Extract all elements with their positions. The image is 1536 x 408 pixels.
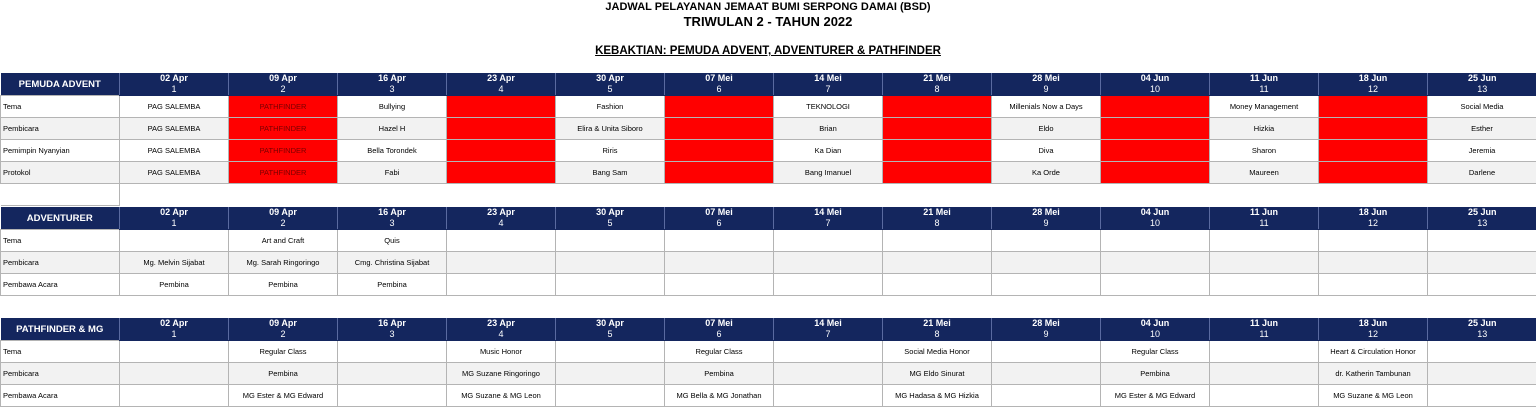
schedule-cell[interactable] (556, 363, 665, 385)
date-header: 25 Jun (1428, 207, 1536, 218)
schedule-table-3 (0, 318, 1536, 407)
schedule-cell[interactable]: Regular Class (229, 341, 338, 363)
schedule-cell[interactable]: Ka Dian (774, 140, 883, 162)
schedule-cell[interactable] (883, 252, 992, 274)
date-header: 18 Jun (1319, 318, 1428, 329)
date-header: 04 Jun (1101, 318, 1210, 329)
date-header: 09 Apr (229, 318, 338, 329)
spacer-cell (1, 184, 120, 206)
schedule-cell[interactable]: Fashion (556, 96, 665, 118)
week-number: 12 (1319, 329, 1428, 341)
schedule-cell[interactable] (120, 341, 229, 363)
schedule-cell[interactable] (556, 230, 665, 252)
schedule-cell[interactable]: Bullying (338, 96, 447, 118)
row-label: Pembawa Acara (1, 274, 120, 296)
schedule-cell[interactable] (1319, 118, 1428, 140)
row-label: Pembicara (1, 363, 120, 385)
schedule-cell[interactable] (883, 274, 992, 296)
schedule-cell[interactable] (883, 162, 992, 184)
schedule-cell[interactable] (1319, 252, 1428, 274)
date-header: 18 Jun (1319, 73, 1428, 84)
week-number: 11 (1210, 84, 1319, 96)
date-header: 18 Jun (1319, 207, 1428, 218)
schedule-cell[interactable] (1210, 341, 1319, 363)
schedule-cell[interactable]: PATHFINDER (229, 118, 338, 140)
week-number: 5 (556, 84, 665, 96)
schedule-cell[interactable]: Heart & Circulation Honor (1319, 341, 1428, 363)
schedule-cell[interactable] (1319, 96, 1428, 118)
schedule-cell[interactable]: Bang Imanuel (774, 162, 883, 184)
date-header: 11 Jun (1210, 318, 1319, 329)
schedule-cell[interactable]: Pembina (229, 363, 338, 385)
schedule-cell[interactable]: MG Suzane Ringoringo (447, 363, 556, 385)
schedule-cell[interactable] (1428, 230, 1536, 252)
week-number: 6 (665, 329, 774, 341)
date-header: 28 Mei (992, 207, 1101, 218)
schedule-cell[interactable] (447, 118, 556, 140)
week-number: 10 (1101, 329, 1210, 341)
week-number: 2 (229, 218, 338, 230)
schedule-cell[interactable] (1319, 230, 1428, 252)
date-header: 16 Apr (338, 73, 447, 84)
schedule-cell[interactable] (1319, 162, 1428, 184)
schedule-cell[interactable] (1210, 230, 1319, 252)
table-row (1, 140, 1536, 162)
schedule-cell[interactable] (1428, 252, 1536, 274)
schedule-table-1 (0, 73, 1536, 206)
week-number: 5 (556, 218, 665, 230)
date-header: 23 Apr (447, 73, 556, 84)
schedule-cell[interactable]: Mg. Melvin Sijabat (120, 252, 229, 274)
schedule-cell[interactable]: Money Management (1210, 96, 1319, 118)
row-label: Protokol (1, 162, 120, 184)
row-label: Pembicara (1, 118, 120, 140)
date-header: 30 Apr (556, 318, 665, 329)
schedule-cell[interactable]: Ka Orde (992, 162, 1101, 184)
date-header: 30 Apr (556, 207, 665, 218)
schedule-cell[interactable] (1319, 140, 1428, 162)
date-header: 07 Mei (665, 73, 774, 84)
week-number: 10 (1101, 218, 1210, 230)
date-header: 04 Jun (1101, 207, 1210, 218)
schedule-cell[interactable] (120, 385, 229, 407)
schedule-cell[interactable]: Darlene (1428, 162, 1536, 184)
date-header: 25 Jun (1428, 318, 1536, 329)
week-number: 11 (1210, 218, 1319, 230)
schedule-cell[interactable] (120, 363, 229, 385)
week-number: 4 (447, 84, 556, 96)
schedule-cell[interactable] (120, 230, 229, 252)
week-number: 13 (1428, 218, 1536, 230)
table-row (1, 118, 1536, 140)
date-header: 21 Mei (883, 73, 992, 84)
week-number: 4 (447, 329, 556, 341)
schedule-cell[interactable]: MG Ester & MG Edward (229, 385, 338, 407)
schedule-cell[interactable]: PAG SALEMBA (120, 96, 229, 118)
date-header: 16 Apr (338, 207, 447, 218)
schedule-cell[interactable]: Hizkia (1210, 118, 1319, 140)
week-number: 13 (1428, 329, 1536, 341)
week-number: 3 (338, 84, 447, 96)
schedule-cell[interactable]: Pembina (665, 363, 774, 385)
schedule-cell[interactable]: MG Hadasa & MG Hizkia (883, 385, 992, 407)
schedule-cell[interactable] (447, 96, 556, 118)
date-header: 21 Mei (883, 207, 992, 218)
schedule-cell[interactable]: Pembina (120, 274, 229, 296)
document-period: TRIWULAN 2 - TAHUN 2022 (683, 14, 853, 29)
schedule-cell[interactable] (665, 118, 774, 140)
schedule-cell[interactable] (1101, 96, 1210, 118)
schedule-cell[interactable] (1210, 363, 1319, 385)
schedule-cell[interactable]: Pembina (229, 274, 338, 296)
schedule-cell[interactable] (1210, 385, 1319, 407)
week-number: 2 (229, 329, 338, 341)
schedule-cell[interactable] (1319, 274, 1428, 296)
date-header: 28 Mei (992, 318, 1101, 329)
schedule-cell[interactable]: Cmg. Christina Sijabat (338, 252, 447, 274)
schedule-cell[interactable]: PATHFINDER (229, 140, 338, 162)
date-header: 02 Apr (120, 318, 229, 329)
week-number-row (1, 329, 1536, 341)
schedule-cell[interactable]: MG Eldo Sinurat (883, 363, 992, 385)
date-header: 14 Mei (774, 73, 883, 84)
schedule-cell[interactable] (883, 118, 992, 140)
table-row (1, 363, 1536, 385)
schedule-cell[interactable] (774, 274, 883, 296)
schedule-cell[interactable]: Mg. Sarah Ringoringo (229, 252, 338, 274)
schedule-cell[interactable] (1101, 252, 1210, 274)
row-label: Pemimpin Nyanyian (1, 140, 120, 162)
schedule-cell[interactable]: Hazel H (338, 118, 447, 140)
schedule-cell[interactable]: Bella Torondek (338, 140, 447, 162)
week-number: 8 (883, 329, 992, 341)
schedule-cell[interactable] (447, 140, 556, 162)
date-header: 02 Apr (120, 207, 229, 218)
schedule-cell[interactable]: PAG SALEMBA (120, 162, 229, 184)
date-header: 25 Jun (1428, 73, 1536, 84)
schedule-cell[interactable] (1101, 162, 1210, 184)
schedule-cell[interactable] (1101, 118, 1210, 140)
schedule-cell[interactable]: Social Media Honor (883, 341, 992, 363)
schedule-cell[interactable]: Bang Sam (556, 162, 665, 184)
section-title: PATHFINDER & MG (1, 318, 120, 341)
schedule-cell[interactable] (883, 96, 992, 118)
schedule-cell[interactable]: MG Bella & MG Jonathan (665, 385, 774, 407)
date-header: 07 Mei (665, 318, 774, 329)
schedule-cell[interactable]: Diva (992, 140, 1101, 162)
schedule-cell[interactable] (992, 230, 1101, 252)
week-number: 1 (120, 84, 229, 96)
date-header: 07 Mei (665, 207, 774, 218)
week-number: 1 (120, 329, 229, 341)
week-number: 3 (338, 218, 447, 230)
week-number: 3 (338, 329, 447, 341)
table-row (1, 230, 1536, 252)
schedule-cell[interactable] (1101, 140, 1210, 162)
date-header: 30 Apr (556, 73, 665, 84)
week-number: 11 (1210, 329, 1319, 341)
spacer-row (1, 184, 1536, 206)
schedule-cell[interactable] (665, 230, 774, 252)
week-number: 4 (447, 218, 556, 230)
schedule-cell[interactable]: Regular Class (1101, 341, 1210, 363)
schedule-cell[interactable]: TEKNOLOGI (774, 96, 883, 118)
week-number: 8 (883, 218, 992, 230)
row-label: Pembawa Acara (1, 385, 120, 407)
row-label: Tema (1, 341, 120, 363)
schedule-cell[interactable] (556, 274, 665, 296)
schedule-cell[interactable] (447, 274, 556, 296)
schedule-cell[interactable]: Elira & Unita Siboro (556, 118, 665, 140)
schedule-cell[interactable] (883, 140, 992, 162)
schedule-cell[interactable]: MG Ester & MG Edward (1101, 385, 1210, 407)
week-number: 13 (1428, 84, 1536, 96)
schedule-cell[interactable] (665, 274, 774, 296)
schedule-cell[interactable] (556, 252, 665, 274)
table-row (1, 162, 1536, 184)
table-row (1, 274, 1536, 296)
week-number: 6 (665, 218, 774, 230)
schedule-cell[interactable]: Brian (774, 118, 883, 140)
week-number: 9 (992, 218, 1101, 230)
schedule-cell[interactable]: MG Suzane & MG Leon (447, 385, 556, 407)
date-header: 02 Apr (120, 73, 229, 84)
schedule-cell[interactable] (447, 162, 556, 184)
table-row (1, 385, 1536, 407)
schedule-cell[interactable] (992, 341, 1101, 363)
table-row (1, 341, 1536, 363)
week-number: 10 (1101, 84, 1210, 96)
schedule-cell[interactable]: Riris (556, 140, 665, 162)
schedule-cell[interactable]: Millenials Now a Days (992, 96, 1101, 118)
schedule-cell[interactable]: Jeremia (1428, 140, 1536, 162)
schedule-cell[interactable] (774, 252, 883, 274)
schedule-cell[interactable] (992, 274, 1101, 296)
schedule-cell[interactable] (1101, 230, 1210, 252)
week-number: 5 (556, 329, 665, 341)
schedule-cell[interactable] (447, 230, 556, 252)
schedule-cell[interactable] (338, 341, 447, 363)
schedule-cell[interactable]: Social Media (1428, 96, 1536, 118)
schedule-cell[interactable] (992, 252, 1101, 274)
schedule-cell[interactable] (1428, 363, 1536, 385)
date-header: 21 Mei (883, 318, 992, 329)
date-header: 04 Jun (1101, 73, 1210, 84)
schedule-cell[interactable] (665, 140, 774, 162)
schedule-cell[interactable]: dr. Katherin Tambunan (1319, 363, 1428, 385)
date-header: 14 Mei (774, 318, 883, 329)
schedule-cell[interactable]: PATHFINDER (229, 96, 338, 118)
schedule-cell[interactable] (1210, 274, 1319, 296)
schedule-cell[interactable]: Art and Craft (229, 230, 338, 252)
table-row (1, 96, 1536, 118)
date-header: 09 Apr (229, 73, 338, 84)
date-header: 14 Mei (774, 207, 883, 218)
schedule-cell[interactable]: Eldo (992, 118, 1101, 140)
week-number: 12 (1319, 84, 1428, 96)
schedule-cell[interactable] (883, 230, 992, 252)
schedule-cell[interactable] (556, 341, 665, 363)
schedule-table-2 (0, 207, 1536, 296)
week-number: 2 (229, 84, 338, 96)
date-header: 09 Apr (229, 207, 338, 218)
row-label: Pembicara (1, 252, 120, 274)
schedule-cell[interactable] (992, 385, 1101, 407)
week-number: 8 (883, 84, 992, 96)
schedule-cell[interactable] (338, 385, 447, 407)
date-header-row (1, 207, 1536, 218)
date-header: 16 Apr (338, 318, 447, 329)
schedule-cell[interactable]: Fabi (338, 162, 447, 184)
schedule-cell[interactable] (1210, 252, 1319, 274)
schedule-cell[interactable] (447, 252, 556, 274)
table-row (1, 252, 1536, 274)
schedule-cell[interactable]: Quis (338, 230, 447, 252)
schedule-cell[interactable] (665, 162, 774, 184)
schedule-cell[interactable]: PAG SALEMBA (120, 118, 229, 140)
week-number: 7 (774, 218, 883, 230)
schedule-cell[interactable] (665, 252, 774, 274)
schedule-cell[interactable]: Pembina (1101, 363, 1210, 385)
week-number-row (1, 84, 1536, 96)
section-title: ADVENTURER (1, 207, 120, 230)
week-number: 6 (665, 84, 774, 96)
week-number: 1 (120, 218, 229, 230)
section-title: PEMUDA ADVENT (1, 73, 120, 96)
schedule-cell[interactable]: Pembina (338, 274, 447, 296)
schedule-cell[interactable]: Esther (1428, 118, 1536, 140)
week-number: 9 (992, 84, 1101, 96)
schedule-cell[interactable]: PATHFINDER (229, 162, 338, 184)
date-header: 23 Apr (447, 318, 556, 329)
date-header: 11 Jun (1210, 73, 1319, 84)
schedule-cell[interactable]: MG Suzane & MG Leon (1319, 385, 1428, 407)
schedule-cell[interactable]: Maureen (1210, 162, 1319, 184)
schedule-cell[interactable] (774, 341, 883, 363)
schedule-cell[interactable]: Regular Class (665, 341, 774, 363)
schedule-cell[interactable]: PAG SALEMBA (120, 140, 229, 162)
schedule-cell[interactable] (1428, 341, 1536, 363)
date-header: 28 Mei (992, 73, 1101, 84)
date-header: 23 Apr (447, 207, 556, 218)
row-label: Tema (1, 96, 120, 118)
schedule-cell[interactable]: Music Honor (447, 341, 556, 363)
date-header: 11 Jun (1210, 207, 1319, 218)
schedule-cell[interactable] (774, 363, 883, 385)
week-number: 7 (774, 329, 883, 341)
schedule-cell[interactable] (665, 96, 774, 118)
row-label: Tema (1, 230, 120, 252)
week-number: 12 (1319, 218, 1428, 230)
schedule-cell[interactable] (774, 385, 883, 407)
schedule-cell[interactable] (338, 363, 447, 385)
document-title: JADWAL PELAYANAN JEMAAT BUMI SERPONG DAMAI (BSD) (605, 1, 931, 13)
schedule-cell[interactable] (992, 363, 1101, 385)
week-number: 7 (774, 84, 883, 96)
schedule-cell[interactable] (1428, 274, 1536, 296)
schedule-cell[interactable] (556, 385, 665, 407)
date-header-row (1, 73, 1536, 84)
document-subtitle: KEBAKTIAN: PEMUDA ADVENT, ADVENTURER & PATHFINDER (595, 45, 941, 57)
schedule-cell[interactable] (1428, 385, 1536, 407)
schedule-cell[interactable] (774, 230, 883, 252)
date-header-row (1, 318, 1536, 329)
schedule-cell[interactable]: Sharon (1210, 140, 1319, 162)
week-number: 9 (992, 329, 1101, 341)
spacer-cell (120, 184, 1536, 206)
schedule-cell[interactable] (1101, 274, 1210, 296)
week-number-row (1, 218, 1536, 230)
